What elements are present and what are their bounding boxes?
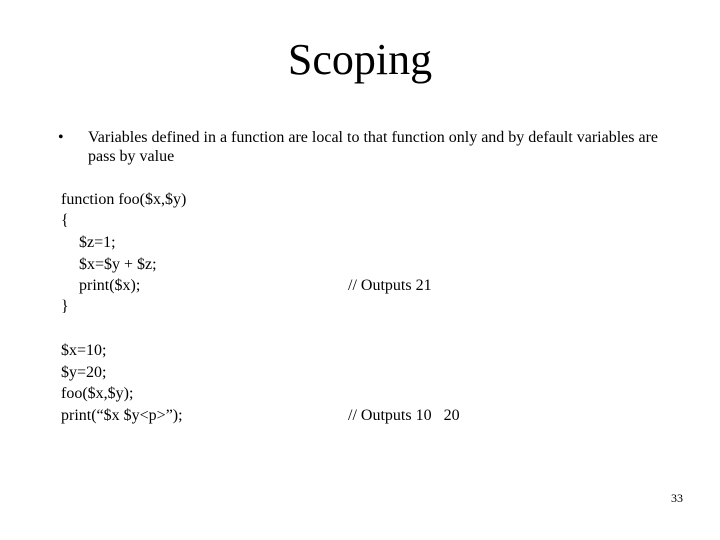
output-comment: // Outputs 21 xyxy=(348,277,432,294)
code-line: foo($x,$y); xyxy=(61,385,134,402)
slide-title: Scoping xyxy=(287,35,433,84)
code-line: } xyxy=(61,298,69,315)
code-line: $y=20; xyxy=(61,364,107,381)
bullet-text: Variables defined in a function are local to that function only and by default variables are pass by value xyxy=(88,129,659,165)
page-number: 33 xyxy=(671,491,683,505)
code-line: print(“$x $y<p>”); xyxy=(61,407,183,424)
code-line: function foo($x,$y) xyxy=(61,191,187,208)
bullet-marker: • xyxy=(58,129,64,146)
code-line: $z=1; xyxy=(79,234,116,251)
code-line: $x=$y + $z; xyxy=(79,256,157,273)
output-comment: // Outputs 10 20 xyxy=(348,407,460,424)
code-line: print($x); xyxy=(79,277,141,294)
code-line: $x=10; xyxy=(61,342,107,359)
code-line: { xyxy=(61,212,69,229)
